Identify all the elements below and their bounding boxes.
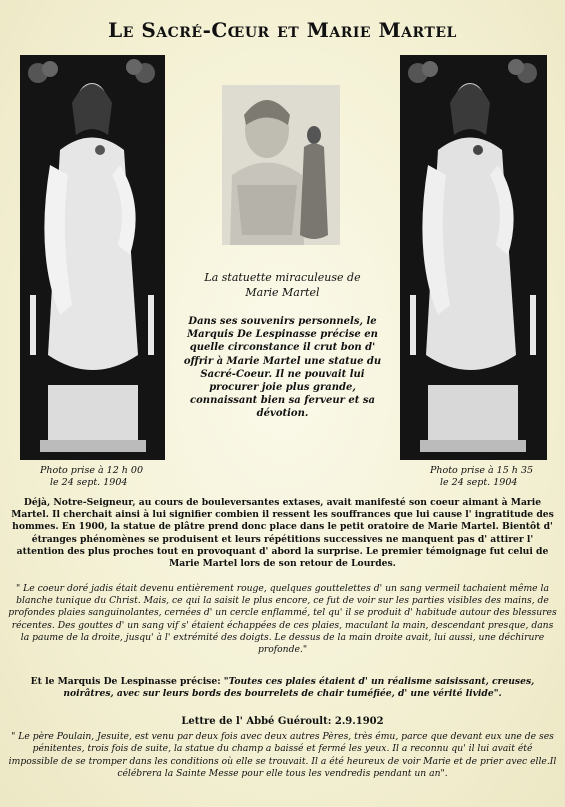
statue-photo-left [20,55,165,460]
photo-right-caption-date: le 24 sept. 1904 [440,477,518,488]
marquis-quote: "Toutes ces plaies étaient d' un réalisme saisissant, creuses, noirâtres, avec sur leurs bords des bourrelets de chair tuméfiée, d' une vérité livide". [63,676,535,700]
photo-left-caption [40,465,170,489]
photo-right-caption [430,465,560,489]
body-paragraph-3 [8,676,557,700]
letter-title: Lettre de l' Abbé Guéroult: 2.9.1902 [181,716,384,727]
center-paragraph: Dans ses souvenirs personnels, le Marquis De Lespinasse précise en quelle circonstance il crut bon d' offrir à Marie Martel une statue du Sacré-Coeur. Il ne pouvait lui procurer joie plus grande, connaissant bien sa ferveur et sa dévotion. [183,316,382,420]
page-title: Le Sacré-Cœur et Marie Martel [108,18,457,42]
center-text-block [180,270,385,421]
statue-photo-right [400,55,547,460]
photo-left-caption-time: Photo prise à 12 h 00 [40,465,143,476]
letter-text: " Le père Poulain, Jesuite, est venu par deux fois avec deux autres Pères, très ému, parce que devant eux une de ses pénitentes, trois fois de suite, la statue du champ a baissé et fermé les yeux. Il a reconnu qu' il lui avait été impossible de se tromper dans les conditions où elle se trouvait. Il a été heureux de voir Marie et de prier avec elle.Il célébrera la Sainte Messe pour elle tous les vendredis pendant un an". [8,731,557,779]
statuette-caption-line1: La statuette miraculeuse de [204,271,361,284]
photo-left-caption-date: le 24 sept. 1904 [50,477,128,488]
body-paragraph-2: " Le coeur doré jadis était devenu entièrement rouge, quelques gouttelettes d' un sang vermeil tachaient même la blanche tunique du Christ. Mais, ce qui la saisit le plus encore, ce fut de voir sur les parties visibles des mains, de profondes plaies sanguinolantes, cernées d' un cercle enflammé, tel qu' il se produit d' habitude autour des blessures récentes. Des gouttes d' un sang vif s' étaient échappées de ces plaies, maculant la main, descendant presque, dans la paume de la droite, jusqu' à l' extrémité des doigts. Le dessus de la main droite avait, lui aussi, une déchirure profonde." [8,583,557,656]
photo-right-caption-time: Photo prise à 15 h 35 [430,465,533,476]
statuette-caption-line2: Marie Martel [245,286,320,299]
body-paragraph-1: Déjà, Notre-Seigneur, au cours de bouleversantes extases, avait manifesté son coeur aimant à Marie Martel. Il cherchait ainsi à lui signifier combien il ressent les souffrances que lui cause l' ingratitude des hommes. En 1900, la statue de plâtre prend donc place dans le petit oratoire de Marie Martel. Bientôt d' étranges phénomènes se produisent et leurs répétitions successives ne manquent pas d' attirer l' attention des plus proches tout en provoquant d' abord la surprise. Le premier témoignage fut celui de Marie Martel lors de son retour de Lourdes. [11,497,554,570]
statuette-caption [180,270,385,300]
marquis-intro: Et le Marquis De Lespinasse précise: [30,676,224,687]
letter-block [8,716,557,780]
marie-martel-photo [222,85,340,245]
